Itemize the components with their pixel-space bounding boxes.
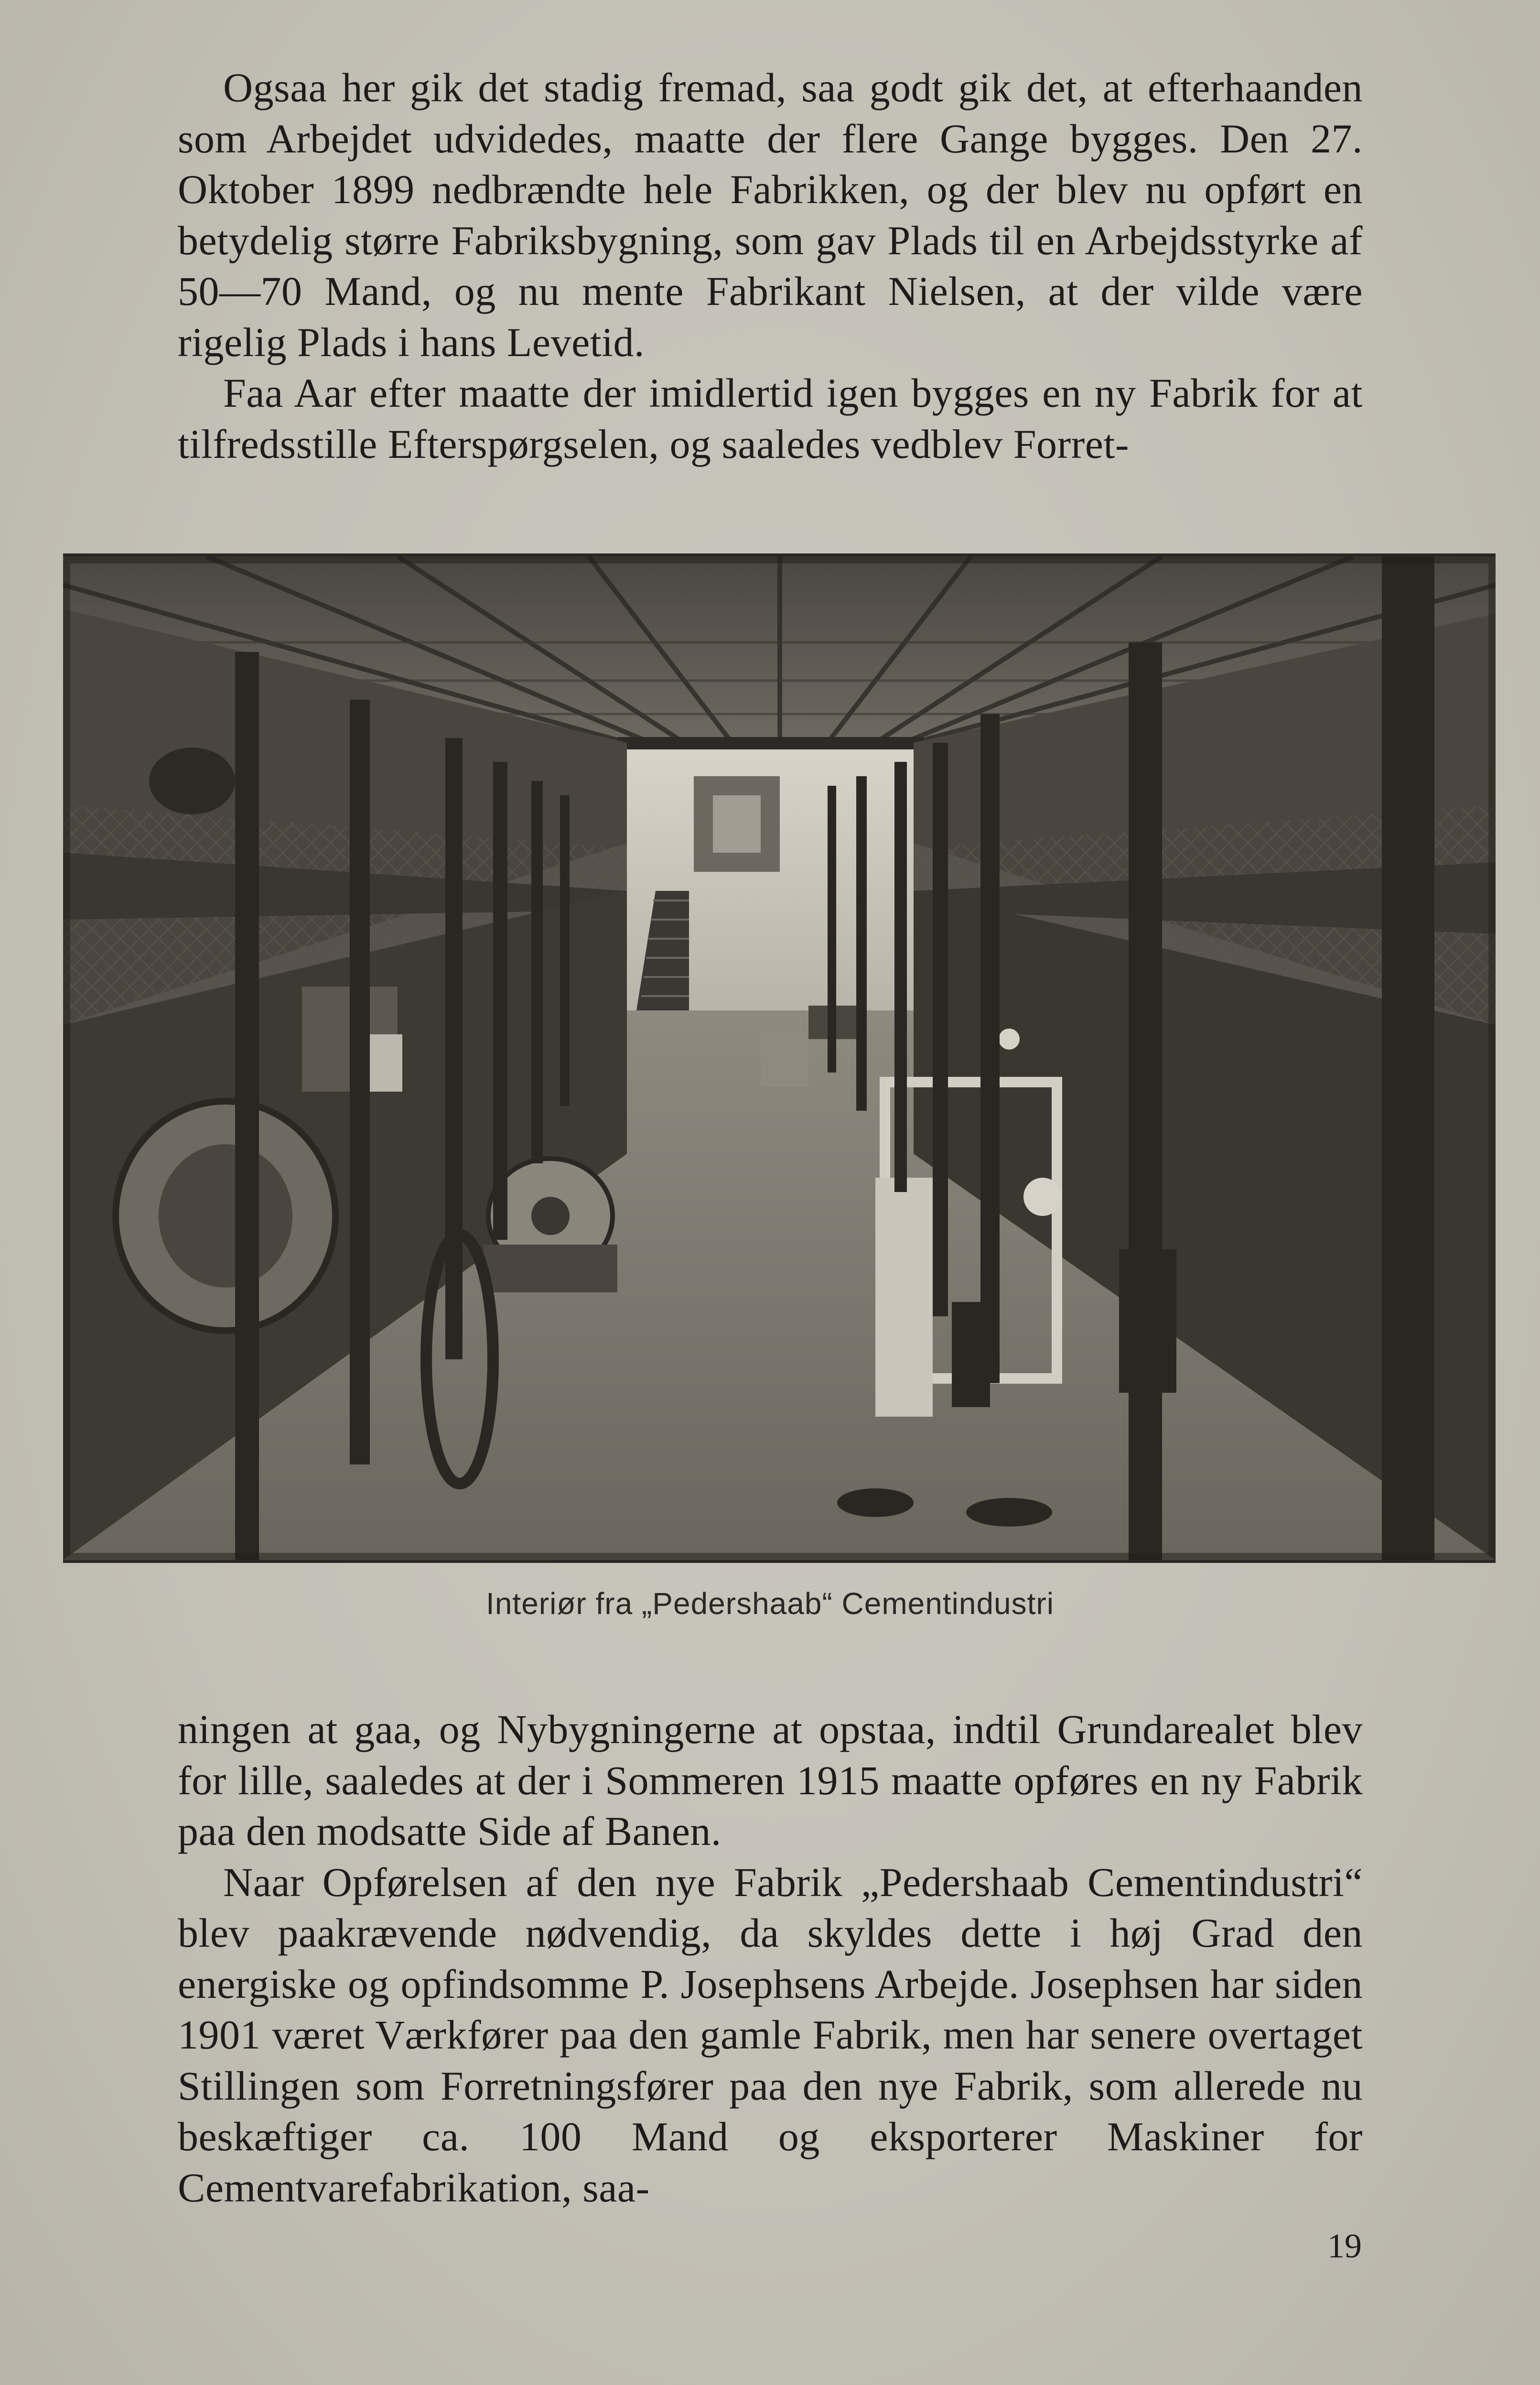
paragraph-3: ningen at gaa, og Nybygningerne at opstaa, indtil Grundarealet blev for lille, saaledes at der i Sommeren 1915 maatte opføres en ny Fabrik paa den modsatte Side af Banen. (178, 1706, 1363, 1854)
paragraph-4: Naar Opførelsen af den nye Fabrik „Pedershaab Cementindustri“ blev paakrævende nødvendig, da skyldes dette i høj Grad den energiske og opfindsomme P. Josephsens Arbejde. Josephsen har siden 1901 været Værkfører paa den gamle Fabrik, men har senere overtaget Stillingen som Forretningsfører paa den nye Fabrik, som allerede nu beskæftiger ca. 100 Mand og eksporterer Maskiner for Cementvarefabrikation, saa- (178, 1859, 1363, 2211)
text-block-top (178, 62, 1363, 469)
text-block-bottom (178, 1704, 1363, 2213)
figure-caption: Interiør fra „Pedershaab“ Cementindustri (486, 1586, 1054, 1621)
paragraph-1: Ogsaa her gik det stadig fremad, saa godt gik det, at efterhaanden som Arbejdet udvidedes, maatte der flere Gange bygges. Den 27. Oktober 1899 nedbrændte hele Fabrikken, og der blev nu opført en betydelig større Fabriksbygning, som gav Plads til en Arbejdsstyrke af 50—70 Mand, og nu mente Fabrikant Nielsen, at der vilde være rigelig Plads i hans Levetid. (178, 65, 1363, 365)
page-number: 19 (1327, 2227, 1362, 2265)
factory-interior-photo (63, 553, 1496, 1563)
paragraph-2: Faa Aar efter maatte der imidlertid igen bygges en ny Fabrik for at tilfredsstille Efterspørgselen, og saaledes vedblev Forret- (178, 370, 1363, 467)
